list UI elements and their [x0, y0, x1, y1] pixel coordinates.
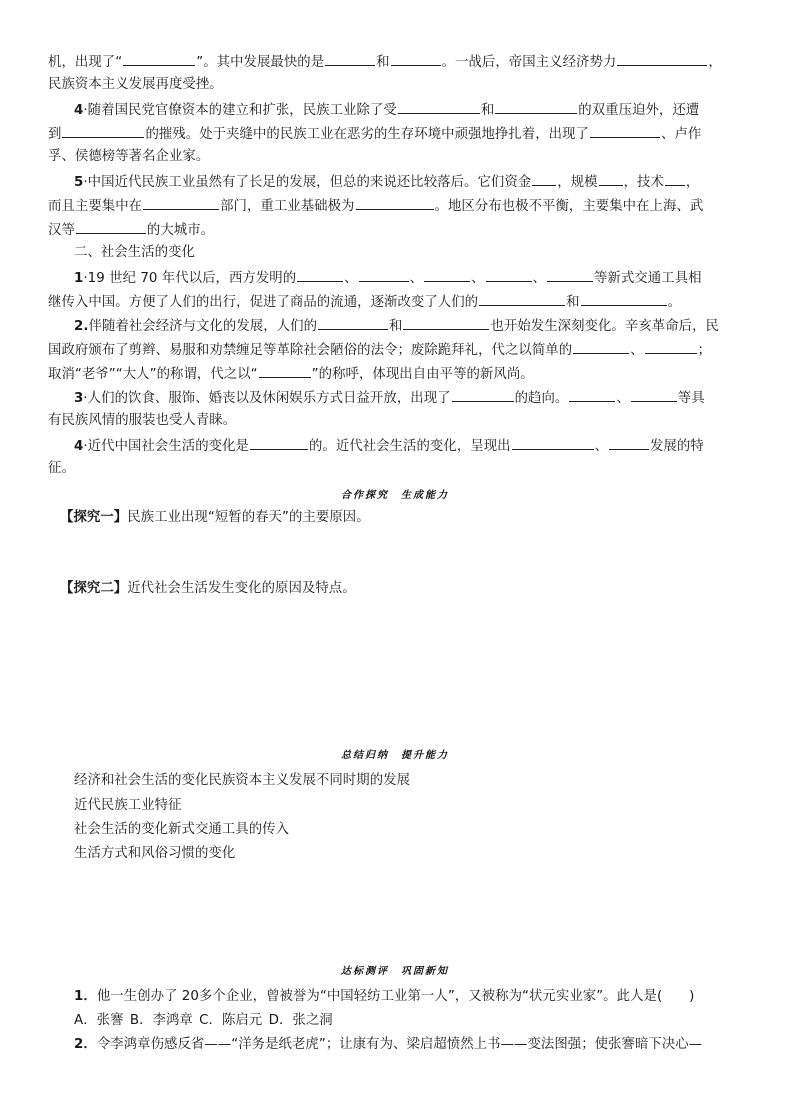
blank[interactable]	[123, 51, 195, 66]
section-heading: 二、社会生活的变化	[74, 245, 195, 260]
inquiry-one	[60, 508, 760, 528]
text: 伴随着社会经济与文化的发展，人们的	[88, 319, 318, 334]
text: 和	[376, 55, 390, 70]
blank[interactable]	[590, 123, 660, 138]
section-title-summary: 总结归纳 提升能力	[341, 750, 449, 761]
sec2-line-1	[74, 267, 774, 289]
summary-line: 社会生活的变化新式交通工具的传入	[74, 822, 290, 837]
text: ，技术	[623, 175, 664, 190]
text: 国政府颁布了剪辫、易服和劝禁缠足等革除社会陋俗的法令；废除跪拜礼，代之以简单的	[48, 343, 573, 358]
sec1-line-5: 孚、侯德榜等著名企业家。	[48, 149, 210, 164]
blank[interactable]	[424, 267, 470, 282]
text: 。地区分布也极不平衡，主要集中在上海、武	[434, 199, 704, 214]
question-number: 2．	[74, 1037, 97, 1052]
text: ，	[685, 175, 700, 190]
blank[interactable]	[356, 195, 434, 210]
blank[interactable]	[573, 339, 629, 354]
text: 的。近代社会生活的变化，呈现出	[308, 439, 511, 454]
blank[interactable]	[479, 291, 565, 306]
sec2-line-8	[74, 435, 774, 457]
blank[interactable]	[359, 267, 409, 282]
blank[interactable]	[250, 435, 308, 450]
text: 和	[389, 319, 403, 334]
text: 等新式交通工具相	[593, 271, 702, 286]
blank[interactable]	[76, 219, 146, 234]
blank[interactable]	[391, 51, 441, 66]
text: 也开始发生深刻变化。辛亥革命后，民	[490, 319, 719, 334]
blank[interactable]	[631, 387, 677, 402]
text: ·近代中国社会生活的变化是	[83, 439, 249, 454]
text: 、	[471, 271, 485, 286]
text: ·人们的饮食、服饰、婚丧以及休闲娱乐方式日益开放，出现了	[83, 391, 451, 406]
text: 继传入中国。方便了人们的出行，促进了商品的流通，逐渐改变了人们的	[48, 295, 479, 310]
question-text: 令李鸿章伤感反省——“洋务是纸老虎”；让康有为、梁启超愤然上书——变法图强；使张謇暗下决心—	[96, 1037, 703, 1052]
inquiry-tag: 【探究一】	[60, 510, 128, 525]
blank[interactable]	[403, 315, 489, 330]
section-title-coop: 合作探究 生成能力	[341, 490, 449, 501]
text: ·19 世纪 70 年代以后，西方发明的	[83, 271, 297, 286]
text: 等具	[677, 391, 705, 406]
sec1-line-3	[74, 99, 774, 121]
blank[interactable]	[259, 363, 311, 378]
text: 机，出现了“	[48, 55, 123, 70]
blank[interactable]	[495, 99, 577, 114]
text: 、卢作	[661, 127, 702, 142]
sec2-line-3	[74, 315, 774, 337]
section-title-test: 达标测评 巩固新知	[341, 966, 449, 977]
text: ”的称呼，体现出自由平等的新风尚。	[311, 367, 534, 382]
text: 的趋向。	[514, 391, 569, 406]
question-2	[74, 1035, 764, 1055]
text: ”。其中发展最快的是	[196, 55, 325, 70]
question-1-options: A．张謇 B．李鸿章 C．陈启元 D．张之洞	[74, 1013, 333, 1028]
sec2-line-4	[48, 339, 748, 361]
text: 、	[409, 271, 424, 286]
summary-line: 近代民族工业特征	[74, 798, 182, 813]
text: 发展的特	[650, 439, 704, 454]
sec1-line-7	[48, 195, 748, 217]
text: 而且主要集中在	[48, 199, 143, 214]
sec2-line-7: 有民族风情的服装也受人青睐。	[48, 413, 237, 428]
text: 、	[594, 439, 609, 454]
blank[interactable]	[547, 267, 593, 282]
text: 、	[344, 271, 358, 286]
sec1-line-6	[74, 171, 774, 193]
blank[interactable]	[143, 195, 219, 210]
item-number: 4	[74, 439, 84, 454]
inquiry-tag: 【探究二】	[60, 581, 128, 596]
inquiry-two	[60, 579, 760, 599]
question-1	[74, 987, 774, 1007]
sec1-line-8	[48, 219, 748, 241]
text: 和	[566, 295, 580, 310]
item-number: 2.	[74, 319, 89, 334]
item-number: 5	[74, 175, 84, 190]
text: ·中国近代民族工业虽然有了长足的发展，但总的来说还比较落后。它们资金	[83, 175, 532, 190]
blank[interactable]	[62, 123, 144, 138]
text: 、	[616, 391, 630, 406]
text: ·随着国民党官僚资本的建立和扩张，民族工业除了受	[83, 103, 397, 118]
blank[interactable]	[486, 267, 532, 282]
text: 汉等	[48, 223, 75, 238]
inquiry-text: 民族工业出现“短暂的春天”的主要原因。	[127, 510, 370, 525]
blank[interactable]	[318, 315, 388, 330]
text: 的双重压迫外，还遭	[578, 103, 700, 118]
text: 的大城市。	[146, 223, 215, 238]
sec2-line-2	[48, 291, 748, 313]
item-number: 4	[74, 103, 84, 118]
sec2-line-5	[48, 363, 748, 385]
text: 到	[48, 127, 62, 142]
text: 。一战后，帝国主义经济势力	[441, 55, 617, 70]
blank[interactable]	[452, 387, 514, 402]
item-number: 1	[74, 271, 84, 286]
summary-line: 经济和社会生活的变化民族资本主义发展不同时期的发展	[74, 773, 411, 788]
text: 。	[667, 295, 682, 310]
text: 、	[532, 271, 546, 286]
inquiry-text: 近代社会生活发生变化的原因及特点。	[127, 581, 356, 596]
item-number: 3	[74, 391, 84, 406]
sec1-line-1	[48, 51, 748, 73]
text: 的摧残。处于夹缝中的民族工业在恶劣的生存环境中顽强地挣扎着，出现了	[145, 127, 589, 142]
sec2-line-6	[74, 387, 774, 409]
blank[interactable]	[609, 435, 649, 450]
blank[interactable]	[325, 51, 375, 66]
question-number: 1．	[74, 989, 97, 1004]
sec1-line-4	[48, 123, 748, 145]
text: ，规模	[557, 175, 598, 190]
text: ，	[708, 55, 722, 70]
text: 部门，重工业基础极为	[220, 199, 355, 214]
blank[interactable]	[532, 171, 556, 186]
blank[interactable]	[569, 387, 615, 402]
text: 和	[480, 103, 495, 118]
blank[interactable]	[581, 291, 667, 306]
blank[interactable]	[645, 339, 697, 354]
text: 取消“老爷”“大人”的称谓，代之以“	[48, 367, 258, 382]
blank[interactable]	[398, 99, 480, 114]
text: ；	[697, 343, 712, 358]
summary-line: 生活方式和风俗习惯的变化	[74, 846, 236, 861]
blank[interactable]	[512, 435, 594, 450]
sec1-line-2: 民族资本主义发展再度受挫。	[48, 77, 223, 92]
blank[interactable]	[297, 267, 343, 282]
question-text: 他一生创办了 20多个企业，曾被誉为“中国轻纺工业第一人”，又被称为“状元实业家”。此人是( )	[96, 989, 695, 1004]
blank[interactable]	[617, 51, 707, 66]
blank[interactable]	[599, 171, 623, 186]
sec2-line-9: 征。	[48, 461, 75, 476]
text: 、	[630, 343, 644, 358]
blank[interactable]	[665, 171, 685, 186]
